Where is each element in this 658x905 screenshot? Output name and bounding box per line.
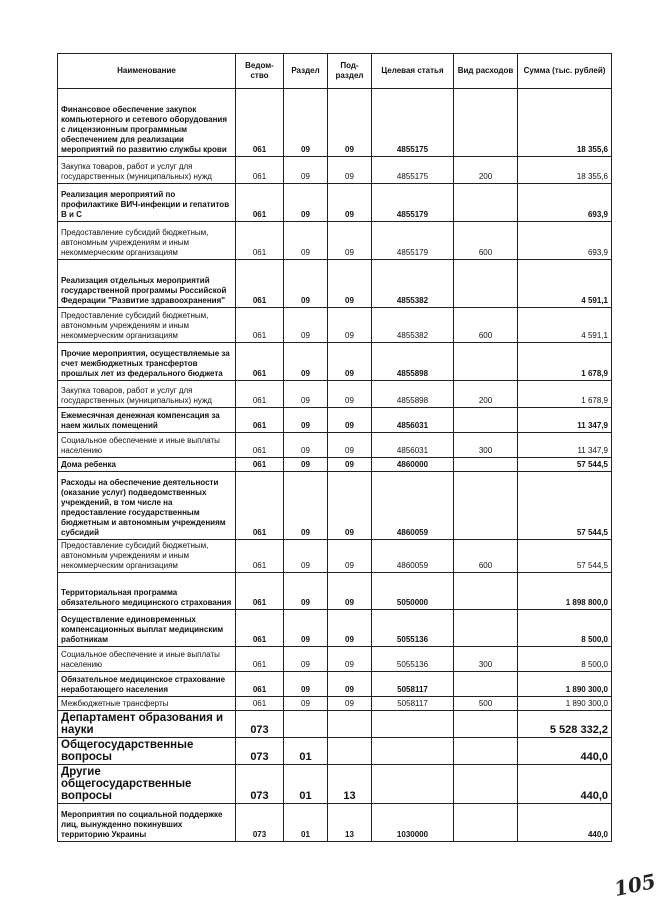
cell-name: Департамент образования и науки: [58, 711, 236, 738]
table-row: [58, 458, 612, 472]
cell-name: Расходы на обеспечение деятельности (оказание услуг) подведомственных учреждений, в том числе на предоставление государственным бюджетным и автономным учреждениям субсидий: [58, 472, 236, 540]
cell-amount: 693,9: [518, 184, 612, 222]
table-row: [58, 647, 612, 672]
cell-amount: 57 544,5: [518, 472, 612, 540]
cell-section: 01: [284, 738, 328, 765]
cell-amount: 1 890 300,0: [518, 697, 612, 711]
cell-expense-type: [454, 343, 518, 381]
cell-department: 061: [236, 610, 284, 647]
cell-subsection: 09: [328, 222, 372, 260]
cell-subsection: [328, 738, 372, 765]
cell-target-article: 5058117: [372, 697, 454, 711]
cell-section: 09: [284, 697, 328, 711]
table-row: [58, 804, 612, 842]
cell-section: 09: [284, 308, 328, 343]
cell-name: Предоставление субсидий бюджетным, автономным учреждениям и иным некоммерческим организациям: [58, 540, 236, 573]
cell-target-article: 4855179: [372, 184, 454, 222]
cell-expense-type: [454, 804, 518, 842]
cell-amount: 440,0: [518, 765, 612, 804]
cell-target-article: 4855175: [372, 89, 454, 157]
cell-section: 09: [284, 89, 328, 157]
cell-amount: 57 544,5: [518, 540, 612, 573]
cell-expense-type: 200: [454, 381, 518, 408]
cell-expense-type: 300: [454, 647, 518, 672]
cell-target-article: 4855898: [372, 381, 454, 408]
cell-subsection: 09: [328, 343, 372, 381]
table-row: [58, 433, 612, 458]
cell-name: Общегосударственные вопросы: [58, 738, 236, 765]
cell-subsection: 09: [328, 672, 372, 697]
header-target-article: Целевая статья: [372, 54, 454, 89]
cell-name: Финансовое обеспечение закупок компьютерного и сетевого оборудования с лицензионным программным обеспечением для реализации мероприятий по развитию службы крови: [58, 89, 236, 157]
cell-section: 09: [284, 458, 328, 472]
cell-section: 09: [284, 573, 328, 610]
header-expense-type: Вид расходов: [454, 54, 518, 89]
table-row: [58, 472, 612, 540]
cell-section: 09: [284, 540, 328, 573]
cell-department: 061: [236, 573, 284, 610]
cell-subsection: 09: [328, 472, 372, 540]
cell-expense-type: 600: [454, 308, 518, 343]
cell-department: 061: [236, 433, 284, 458]
cell-section: 09: [284, 260, 328, 308]
cell-department: 061: [236, 157, 284, 184]
cell-target-article: 4860059: [372, 540, 454, 573]
cell-name: Обязательное медицинское страхование неработающего населения: [58, 672, 236, 697]
cell-name: Предоставление субсидий бюджетным, автономным учреждениям и иным некоммерческим организациям: [58, 308, 236, 343]
cell-expense-type: [454, 765, 518, 804]
cell-subsection: 09: [328, 260, 372, 308]
cell-subsection: 13: [328, 765, 372, 804]
cell-target-article: [372, 765, 454, 804]
cell-target-article: 4855179: [372, 222, 454, 260]
cell-subsection: 09: [328, 697, 372, 711]
cell-amount: 693,9: [518, 222, 612, 260]
cell-section: 09: [284, 184, 328, 222]
cell-subsection: 09: [328, 610, 372, 647]
table-row: [58, 381, 612, 408]
cell-target-article: [372, 738, 454, 765]
cell-section: 09: [284, 408, 328, 433]
cell-section: [284, 711, 328, 738]
cell-section: 09: [284, 343, 328, 381]
cell-target-article: [372, 711, 454, 738]
cell-amount: 8 500,0: [518, 647, 612, 672]
cell-section: 09: [284, 433, 328, 458]
cell-name: Осуществление единовременных компенсационных выплат медицинским работникам: [58, 610, 236, 647]
cell-section: 01: [284, 804, 328, 842]
table-row: [58, 89, 612, 157]
table-row: [58, 343, 612, 381]
cell-subsection: 09: [328, 573, 372, 610]
page-number: 105: [611, 868, 658, 902]
cell-department: 073: [236, 711, 284, 738]
cell-amount: 440,0: [518, 738, 612, 765]
cell-department: 061: [236, 647, 284, 672]
cell-name: Закупка товаров, работ и услуг для государственных (муниципальных) нужд: [58, 381, 236, 408]
cell-department: 061: [236, 381, 284, 408]
cell-subsection: 13: [328, 804, 372, 842]
cell-expense-type: [454, 672, 518, 697]
cell-section: 09: [284, 647, 328, 672]
cell-target-article: 4856031: [372, 408, 454, 433]
table-row: [58, 222, 612, 260]
cell-subsection: 09: [328, 308, 372, 343]
cell-expense-type: [454, 711, 518, 738]
header-subsection: Под-раздел: [328, 54, 372, 89]
cell-department: 073: [236, 804, 284, 842]
cell-amount: 1 898 800,0: [518, 573, 612, 610]
cell-amount: 1 890 300,0: [518, 672, 612, 697]
cell-department: 061: [236, 260, 284, 308]
cell-department: 061: [236, 184, 284, 222]
cell-subsection: 09: [328, 540, 372, 573]
cell-amount: 8 500,0: [518, 610, 612, 647]
cell-expense-type: [454, 89, 518, 157]
cell-subsection: 09: [328, 458, 372, 472]
cell-name: Дома ребенка: [58, 458, 236, 472]
cell-target-article: 5055136: [372, 647, 454, 672]
table-row: [58, 308, 612, 343]
cell-department: 061: [236, 472, 284, 540]
cell-target-article: 4860000: [372, 458, 454, 472]
header-name: Наименование: [58, 54, 236, 89]
cell-target-article: 5058117: [372, 672, 454, 697]
cell-section: 09: [284, 610, 328, 647]
cell-department: 073: [236, 765, 284, 804]
cell-target-article: 4860059: [372, 472, 454, 540]
cell-subsection: 09: [328, 433, 372, 458]
cell-name: Реализация мероприятий по профилактике ВИЧ-инфекции и гепатитов В и С: [58, 184, 236, 222]
cell-amount: 57 544,5: [518, 458, 612, 472]
cell-name: Прочие мероприятия, осуществляемые за счет межбюджетных трансфертов прошлых лет из федерального бюджета: [58, 343, 236, 381]
cell-subsection: 09: [328, 647, 372, 672]
cell-subsection: [328, 711, 372, 738]
cell-department: 061: [236, 697, 284, 711]
cell-department: 073: [236, 738, 284, 765]
budget-table: [57, 53, 612, 842]
cell-section: 09: [284, 381, 328, 408]
table-row: [58, 711, 612, 738]
cell-subsection: 09: [328, 157, 372, 184]
cell-section: 09: [284, 157, 328, 184]
cell-name: Мероприятия по социальной поддержке лиц, вынужденно покинувших территорию Украины: [58, 804, 236, 842]
cell-expense-type: [454, 458, 518, 472]
cell-amount: 18 355,6: [518, 157, 612, 184]
cell-amount: 18 355,6: [518, 89, 612, 157]
cell-amount: 1 678,9: [518, 343, 612, 381]
cell-department: 061: [236, 343, 284, 381]
cell-department: 061: [236, 540, 284, 573]
cell-expense-type: [454, 260, 518, 308]
table-row: [58, 540, 612, 573]
cell-name: Ежемесячная денежная компенсация за наем жилых помещений: [58, 408, 236, 433]
table-row: [58, 408, 612, 433]
table-row: [58, 184, 612, 222]
cell-expense-type: [454, 610, 518, 647]
table-row: [58, 610, 612, 647]
cell-expense-type: [454, 472, 518, 540]
cell-expense-type: 500: [454, 697, 518, 711]
cell-department: 061: [236, 458, 284, 472]
header-section: Раздел: [284, 54, 328, 89]
cell-expense-type: 200: [454, 157, 518, 184]
cell-target-article: 5055136: [372, 610, 454, 647]
cell-amount: 5 528 332,2: [518, 711, 612, 738]
cell-expense-type: [454, 738, 518, 765]
header-department: Ведом-ство: [236, 54, 284, 89]
cell-department: 061: [236, 672, 284, 697]
table-row: [58, 697, 612, 711]
table-row: [58, 738, 612, 765]
cell-name: Предоставление субсидий бюджетным, автономным учреждениям и иным некоммерческим организациям: [58, 222, 236, 260]
cell-subsection: 09: [328, 184, 372, 222]
table-row: [58, 573, 612, 610]
cell-expense-type: 600: [454, 222, 518, 260]
cell-department: 061: [236, 222, 284, 260]
cell-amount: 4 591,1: [518, 260, 612, 308]
cell-amount: 1 678,9: [518, 381, 612, 408]
cell-expense-type: 600: [454, 540, 518, 573]
cell-name: Реализация отдельных мероприятий государственной программы Российской Федерации "Развитие здравоохранения": [58, 260, 236, 308]
table-row: [58, 765, 612, 804]
table-row: [58, 260, 612, 308]
cell-target-article: 4856031: [372, 433, 454, 458]
cell-name: Другие общегосударственные вопросы: [58, 765, 236, 804]
cell-name: Межбюджетные трансферты: [58, 697, 236, 711]
cell-amount: 11 347,9: [518, 408, 612, 433]
cell-target-article: 5050000: [372, 573, 454, 610]
table-row: [58, 157, 612, 184]
cell-target-article: 4855382: [372, 260, 454, 308]
cell-expense-type: [454, 573, 518, 610]
cell-section: 09: [284, 672, 328, 697]
cell-target-article: 4855382: [372, 308, 454, 343]
cell-subsection: 09: [328, 408, 372, 433]
cell-department: 061: [236, 408, 284, 433]
cell-section: 09: [284, 222, 328, 260]
cell-expense-type: 300: [454, 433, 518, 458]
cell-target-article: 4855898: [372, 343, 454, 381]
cell-amount: 440,0: [518, 804, 612, 842]
cell-target-article: 1030000: [372, 804, 454, 842]
cell-subsection: 09: [328, 89, 372, 157]
cell-name: Социальное обеспечение и иные выплаты населению: [58, 433, 236, 458]
table-row: [58, 672, 612, 697]
cell-department: 061: [236, 308, 284, 343]
cell-amount: 4 591,1: [518, 308, 612, 343]
cell-section: 01: [284, 765, 328, 804]
cell-subsection: 09: [328, 381, 372, 408]
cell-section: 09: [284, 472, 328, 540]
cell-expense-type: [454, 184, 518, 222]
cell-target-article: 4855175: [372, 157, 454, 184]
cell-name: Социальное обеспечение и иные выплаты населению: [58, 647, 236, 672]
cell-expense-type: [454, 408, 518, 433]
header-amount: Сумма (тыс. рублей): [518, 54, 612, 89]
cell-name: Закупка товаров, работ и услуг для государственных (муниципальных) нужд: [58, 157, 236, 184]
cell-name: Территориальная программа обязательного медицинского страхования: [58, 573, 236, 610]
cell-department: 061: [236, 89, 284, 157]
cell-amount: 11 347,9: [518, 433, 612, 458]
table-header-row: [58, 54, 612, 89]
